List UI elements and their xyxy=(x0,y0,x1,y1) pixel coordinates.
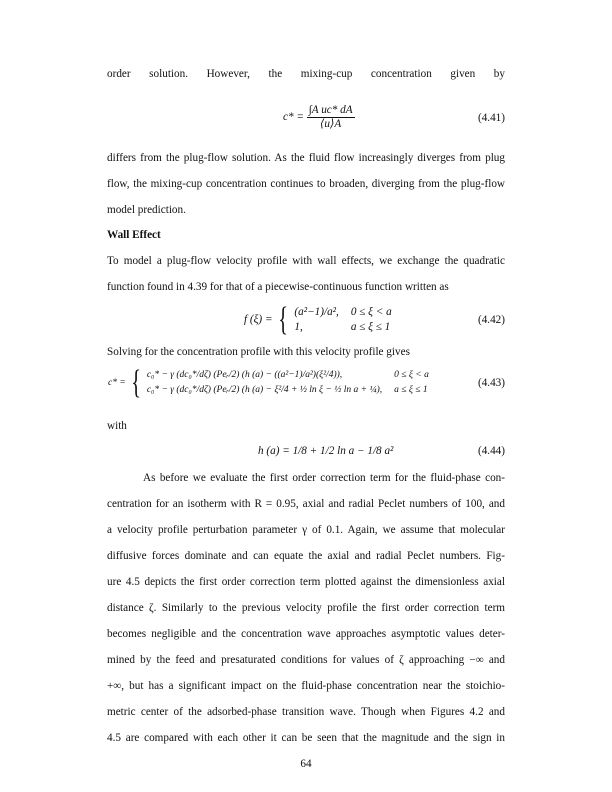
text-line: becomes negligible and the concentration wave approaches asymptotic values deter- xyxy=(107,628,505,640)
equation-number: (4.43) xyxy=(477,377,505,389)
text-line: a velocity profile perturbation parameter γ of 0.1. Again, we assume that molecular xyxy=(107,524,505,536)
page-number: 64 xyxy=(300,758,312,770)
eq442-cond2: a ≤ ξ ≤ 1 xyxy=(350,321,391,333)
eq442-lhs: f (ξ) = xyxy=(244,313,273,326)
text-line: mined by the feed and presaturated conditions for values of ζ approaching −∞ and xyxy=(107,654,505,666)
text-line: As before we evaluate the first order correction term for the fluid-phase con- xyxy=(143,472,505,484)
equation-number: (4.44) xyxy=(477,445,505,457)
eq442-case1: (a²−1)/a², xyxy=(294,306,339,318)
eq443-case1: c₀* − γ (dc₀*/dζ) (Peᵣ/2) (h (a) − ((a²−1)/a²)(ξ²/4)), xyxy=(146,370,343,380)
equation-4-43: c* = { c₀* − γ (dc₀*/dζ) (Peᵣ/2) (h (a) − ((a²−1)/a²)(ξ²/4)), 0 ≤ ξ < a c₀* − γ (dc₀*/dζ) (Peᵣ/2) (h (a) − ξ²/4 + ½ ln ξ − ½ ln a + ¼), a ≤ ξ ≤ 1 xyxy=(108,364,429,401)
eq443-lhs: c* = xyxy=(108,378,126,389)
eq442-cond1: 0 ≤ ξ < a xyxy=(350,306,392,318)
text-line: To model a plug-flow velocity profile with wall effects, we exchange the quadratic xyxy=(107,255,505,267)
equation-4-42: f (ξ) = { (a²−1)/a², 0 ≤ ξ < a 1, a ≤ ξ ≤ 1 xyxy=(244,301,392,338)
text-line: distance ζ. Similarly to the previous velocity profile the first order correction term xyxy=(107,602,505,614)
text-line: Solving for the concentration profile with this velocity profile gives xyxy=(107,346,410,358)
text-line: differs from the plug-flow solution. As the fluid flow increasingly diverges from plug xyxy=(107,152,505,164)
text-line: order solution. However, the mixing-cup concentration given by xyxy=(107,68,505,80)
eq443-cond1: 0 ≤ ξ < a xyxy=(394,370,429,380)
eq441-numerator: ∫A uc* dA xyxy=(308,104,353,116)
section-heading: Wall Effect xyxy=(107,229,161,241)
equation-4-44: h (a) = 1/8 + 1/2 ln a − 1/8 a² xyxy=(258,445,394,457)
text-line: with xyxy=(107,420,127,432)
text-line: metric center of the adsorbed-phase transition wave. Though when Figures 4.2 and xyxy=(107,706,505,718)
text-line: model prediction. xyxy=(107,204,186,216)
text-line: centration for an isotherm with R = 0.95, axial and radial Peclet numbers of 100, and xyxy=(107,498,505,510)
eq442-case2: 1, xyxy=(294,321,303,333)
equation-number: (4.41) xyxy=(477,112,505,124)
text-line: ure 4.5 depicts the first order correction term plotted against the dimensionless axial xyxy=(107,576,505,588)
text-line: function found in 4.39 for that of a piecewise-continuous function written as xyxy=(107,281,449,293)
equation-number: (4.42) xyxy=(477,314,505,326)
text-line: 4.5 are compared with each other it can be seen that the magnitude and the sign in xyxy=(107,732,505,744)
eq443-case2: c₀* − γ (dc₀*/dζ) (Peᵣ/2) (h (a) − ξ²/4 + ½ ln ξ − ½ ln a + ¼), xyxy=(146,385,383,395)
eq443-cond2: a ≤ ξ ≤ 1 xyxy=(394,385,428,395)
equation-4-41 xyxy=(283,104,355,131)
text-line: +∞, but has a significant impact on the fluid-phase concentration near the stoichio- xyxy=(107,680,505,692)
eq441-denominator: ⟨u⟩A xyxy=(320,117,342,130)
text-line: flow, the mixing-cup concentration continues to broaden, diverging from the plug-flow xyxy=(107,178,505,190)
text-line: diffusive forces dominate and can equate the axial and radial Peclet numbers. Fig- xyxy=(107,550,505,562)
eq441-lhs: c* = xyxy=(283,110,304,123)
